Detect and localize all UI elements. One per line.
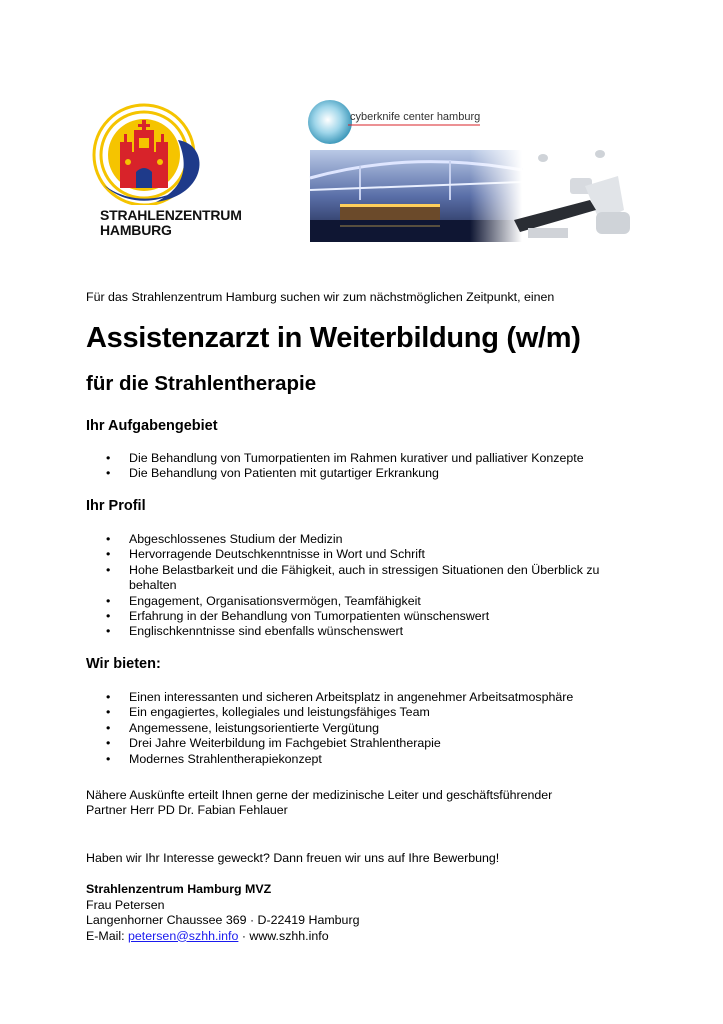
list-item: • Erfahrung in der Behandlung von Tumorpatienten wünschenswert	[86, 609, 646, 624]
profil-list	[86, 532, 646, 640]
list-item: • Engagement, Organisationsvermögen, Teamfähigkeit	[86, 594, 646, 609]
section-heading-profil: Ihr Profil	[86, 498, 146, 514]
list-item: • Angemessene, leistungsorientierte Vergütung	[86, 721, 646, 736]
info-line-1: Nähere Auskünfte erteilt Ihnen gerne der medizinische Leiter und geschäftsführender	[86, 788, 553, 802]
info-paragraph	[86, 788, 646, 819]
logo-wordmark	[100, 208, 242, 238]
list-item: • Abgeschlossenes Studium der Medizin	[86, 532, 646, 547]
cyberknife-banner	[300, 100, 634, 242]
job-title: Assistenzarzt in Weiterbildung (w/m)	[86, 322, 581, 354]
section-heading-wir-bieten: Wir bieten:	[86, 656, 161, 672]
job-subtitle: für die Strahlentherapie	[86, 372, 317, 395]
list-item: • Englischkenntnisse sind ebenfalls wünschenswert	[86, 624, 646, 639]
list-item: • Ein engagiertes, kollegiales und leistungsfähiges Team	[86, 705, 646, 720]
aufgabengebiet-list	[86, 451, 646, 482]
contact-email-line	[86, 929, 359, 945]
list-item: • Hervorragende Deutschkenntnisse in Wort und Schrift	[86, 547, 646, 562]
list-item: • Drei Jahre Weiterbildung im Fachgebiet Strahlentherapie	[86, 736, 646, 751]
strahlenzentrum-logo	[86, 100, 256, 245]
email-label: E-Mail:	[86, 928, 128, 943]
banner-title: cyberknife center hamburg	[350, 111, 481, 123]
email-link[interactable]: petersen@szhh.info	[128, 928, 239, 943]
list-item: • Die Behandlung von Patienten mit gutartiger Erkrankung	[86, 466, 646, 481]
closing-text: Haben wir Ihr Interesse geweckt? Dann freuen wir uns auf Ihre Bewerbung!	[86, 851, 500, 865]
section-heading-aufgabengebiet: Ihr Aufgabengebiet	[86, 418, 218, 434]
contact-address: Langenhorner Chaussee 369 · D-22419 Hamburg	[86, 913, 360, 927]
contact-org: Strahlenzentrum Hamburg MVZ	[86, 882, 272, 896]
contact-block	[86, 882, 359, 944]
logo-line-2: HAMBURG	[100, 222, 172, 238]
logo-line-1: STRAHLENZENTRUM	[100, 207, 242, 223]
wir-bieten-list	[86, 690, 646, 767]
intro-text: Für das Strahlenzentrum Hamburg suchen wir zum nächstmöglichen Zeitpunkt, einen	[86, 290, 555, 304]
info-line-2: Partner Herr PD Dr. Fabian Fehlauer	[86, 803, 288, 818]
list-item: • Hohe Belastbarkeit und die Fähigkeit, auch in stressigen Situationen den Überblick zu behalten	[86, 563, 646, 594]
list-item: • Die Behandlung von Tumorpatienten im Rahmen kurativer und palliativer Konzepte	[86, 451, 646, 466]
hamburg-castle-logo-icon	[86, 100, 216, 205]
list-item: • Modernes Strahlentherapiekonzept	[86, 752, 646, 767]
contact-person: Frau Petersen	[86, 897, 165, 912]
list-item: • Einen interessanten und sicheren Arbeitsplatz in angenehmer Arbeitsatmosphäre	[86, 690, 646, 705]
web-text: · www.szhh.info	[238, 928, 329, 943]
